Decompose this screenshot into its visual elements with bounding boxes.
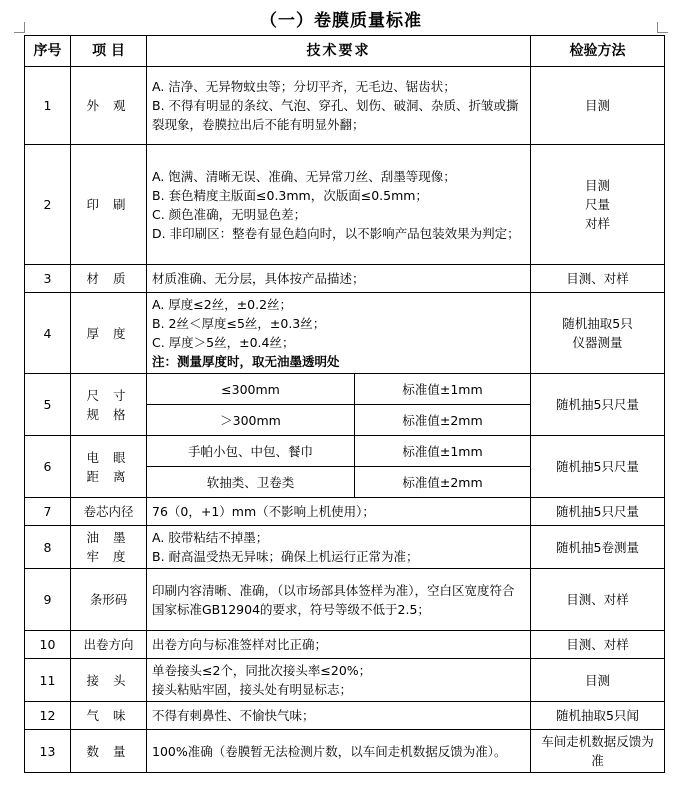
tech-line: 单卷接头≤2个，同批次接头率≤20%； bbox=[152, 663, 372, 678]
row-tech bbox=[147, 730, 531, 773]
row-no: 9 bbox=[25, 569, 71, 631]
header-no: 序号 bbox=[25, 36, 71, 67]
tech-line: B. 2丝＜厚度≤5丝，±0.3丝； bbox=[152, 316, 326, 331]
row-tech bbox=[147, 498, 531, 526]
row-method bbox=[531, 145, 665, 265]
row-item: 接 头 bbox=[71, 659, 147, 702]
row-method: 目测、对样 bbox=[531, 265, 665, 293]
row-no: 8 bbox=[25, 526, 71, 569]
header-tech: 技术要求 bbox=[147, 36, 531, 67]
tech-line: 出卷方向与标准签样对比正确； bbox=[152, 637, 328, 652]
row-method: 随机抽5只尺量 bbox=[531, 374, 665, 436]
row-item: 出卷方向 bbox=[71, 631, 147, 659]
row-item: 油 墨 牢 度 bbox=[71, 526, 147, 569]
sub-condition: ≤300mm bbox=[147, 374, 355, 405]
row-item: 外 观 bbox=[71, 67, 147, 145]
row-no: 7 bbox=[25, 498, 71, 526]
sub-standard: 标准值±2mm bbox=[355, 405, 531, 436]
tech-line: B. 不得有明显的条纹、气泡、穿孔、划伤、破洞、杂质、折皱或撕裂现象，卷膜拉出后不能有明显外翻； bbox=[152, 98, 519, 132]
table-row bbox=[25, 293, 665, 374]
header-method: 检验方法 bbox=[531, 36, 665, 67]
table-row bbox=[25, 67, 665, 145]
sub-standard: 标准值±2mm bbox=[355, 467, 531, 498]
tech-line: B. 耐高温受热无异味；确保上机运行正常为准； bbox=[152, 549, 419, 564]
row-item: 气 味 bbox=[71, 702, 147, 730]
quality-standard-table bbox=[24, 35, 665, 773]
sub-condition: 手帕小包、中包、餐巾 bbox=[147, 436, 355, 467]
row-tech bbox=[147, 145, 531, 265]
row-no: 4 bbox=[25, 293, 71, 374]
table-row bbox=[25, 374, 665, 405]
row-no: 5 bbox=[25, 374, 71, 436]
row-item: 卷芯内径 bbox=[71, 498, 147, 526]
tech-line: A. 胶带粘结不掉墨； bbox=[152, 530, 269, 545]
row-tech bbox=[147, 293, 531, 374]
method-line: 随机抽取5只 bbox=[562, 316, 633, 331]
method-line: 目测 bbox=[584, 178, 610, 193]
tech-line: 76（0，+1）mm（不影响上机使用）； bbox=[152, 504, 375, 519]
row-no: 1 bbox=[25, 67, 71, 145]
row-no: 11 bbox=[25, 659, 71, 702]
method-line: 对样 bbox=[584, 216, 610, 231]
table-row bbox=[25, 659, 665, 702]
row-item: 电 眼 距 离 bbox=[71, 436, 147, 498]
sub-condition: ＞300mm bbox=[147, 405, 355, 436]
tech-line: D. 非印刷区：整卷有显色趋向时，以不影响产品包装效果为判定； bbox=[152, 225, 520, 241]
row-item: 数 量 bbox=[71, 730, 147, 773]
sub-condition: 软抽类、卫卷类 bbox=[147, 467, 355, 498]
tech-line: 100%准确（卷膜暂无法检测片数，以车间走机数据反馈为准）。 bbox=[152, 743, 507, 759]
row-tech bbox=[147, 631, 531, 659]
row-no: 6 bbox=[25, 436, 71, 498]
row-method: 随机抽取5只闻 bbox=[531, 702, 665, 730]
sub-standard: 标准值±1mm bbox=[355, 436, 531, 467]
row-tech bbox=[147, 702, 531, 730]
row-method: 随机抽5卷测量 bbox=[531, 526, 665, 569]
tech-line: 不得有刺鼻性、不愉快气味； bbox=[152, 708, 315, 723]
tech-line: A. 洁净、无异物蚊虫等；分切平齐，无毛边、锯齿状； bbox=[152, 79, 456, 94]
table-row bbox=[25, 730, 665, 773]
row-no: 10 bbox=[25, 631, 71, 659]
table-row bbox=[25, 145, 665, 265]
page-title: （一）卷膜质量标准 bbox=[260, 11, 422, 31]
thickness-note: 注：测量厚度时，取无油墨透明处 bbox=[152, 354, 340, 369]
row-no: 2 bbox=[25, 145, 71, 265]
row-item: 尺 寸 规 格 bbox=[71, 374, 147, 436]
row-item: 条形码 bbox=[71, 569, 147, 631]
tech-line: A. 饱满、清晰无误、准确、无异常刀丝、刮墨等现像； bbox=[152, 168, 456, 184]
row-method: 目测、对样 bbox=[531, 569, 665, 631]
table-row bbox=[25, 569, 665, 631]
row-method: 随机抽5只尺量 bbox=[531, 498, 665, 526]
row-no: 3 bbox=[25, 265, 71, 293]
row-tech bbox=[147, 526, 531, 569]
row-item: 厚 度 bbox=[71, 293, 147, 374]
tech-line: 材质准确、无分层，具体按产品描述； bbox=[152, 271, 365, 286]
table-row bbox=[25, 265, 665, 293]
tech-line: C. 颜色准确，无明显色差； bbox=[152, 206, 307, 222]
tech-line: 接头粘贴牢固，接头处有明显标志； bbox=[152, 682, 353, 697]
table-row bbox=[25, 526, 665, 569]
row-method: 随机抽5只尺量 bbox=[531, 436, 665, 498]
sub-standard: 标准值±1mm bbox=[355, 374, 531, 405]
table-header-row bbox=[25, 36, 665, 67]
row-method: 目测、对样 bbox=[531, 631, 665, 659]
row-no: 12 bbox=[25, 702, 71, 730]
table-row bbox=[25, 702, 665, 730]
tech-line: A. 厚度≤2丝，±0.2丝； bbox=[152, 297, 293, 312]
table-row bbox=[25, 631, 665, 659]
tech-line: B. 套色精度主版面≤0.3mm，次版面≤0.5mm； bbox=[152, 187, 428, 203]
header-item: 项 目 bbox=[71, 36, 147, 67]
row-item: 材 质 bbox=[71, 265, 147, 293]
row-no: 13 bbox=[25, 730, 71, 773]
table-row bbox=[25, 436, 665, 467]
row-tech bbox=[147, 659, 531, 702]
method-line: 仪器测量 bbox=[572, 335, 623, 350]
tech-line: C. 厚度＞5丝，±0.4丝； bbox=[152, 335, 295, 350]
row-method bbox=[531, 293, 665, 374]
row-item: 印 刷 bbox=[71, 145, 147, 265]
row-tech bbox=[147, 265, 531, 293]
row-method: 目测 bbox=[531, 67, 665, 145]
row-tech bbox=[147, 67, 531, 145]
row-tech bbox=[147, 569, 531, 631]
row-method: 车间走机数据反馈为准 bbox=[531, 730, 665, 773]
row-method: 目测 bbox=[531, 659, 665, 702]
tech-line: 印刷内容清晰、准确，（以市场部具体签样为准），空白区宽度符合国家标准GB12904的要求，符号等级不低于2.5； bbox=[152, 582, 515, 617]
method-line: 尺量 bbox=[584, 197, 610, 212]
table-row bbox=[25, 498, 665, 526]
